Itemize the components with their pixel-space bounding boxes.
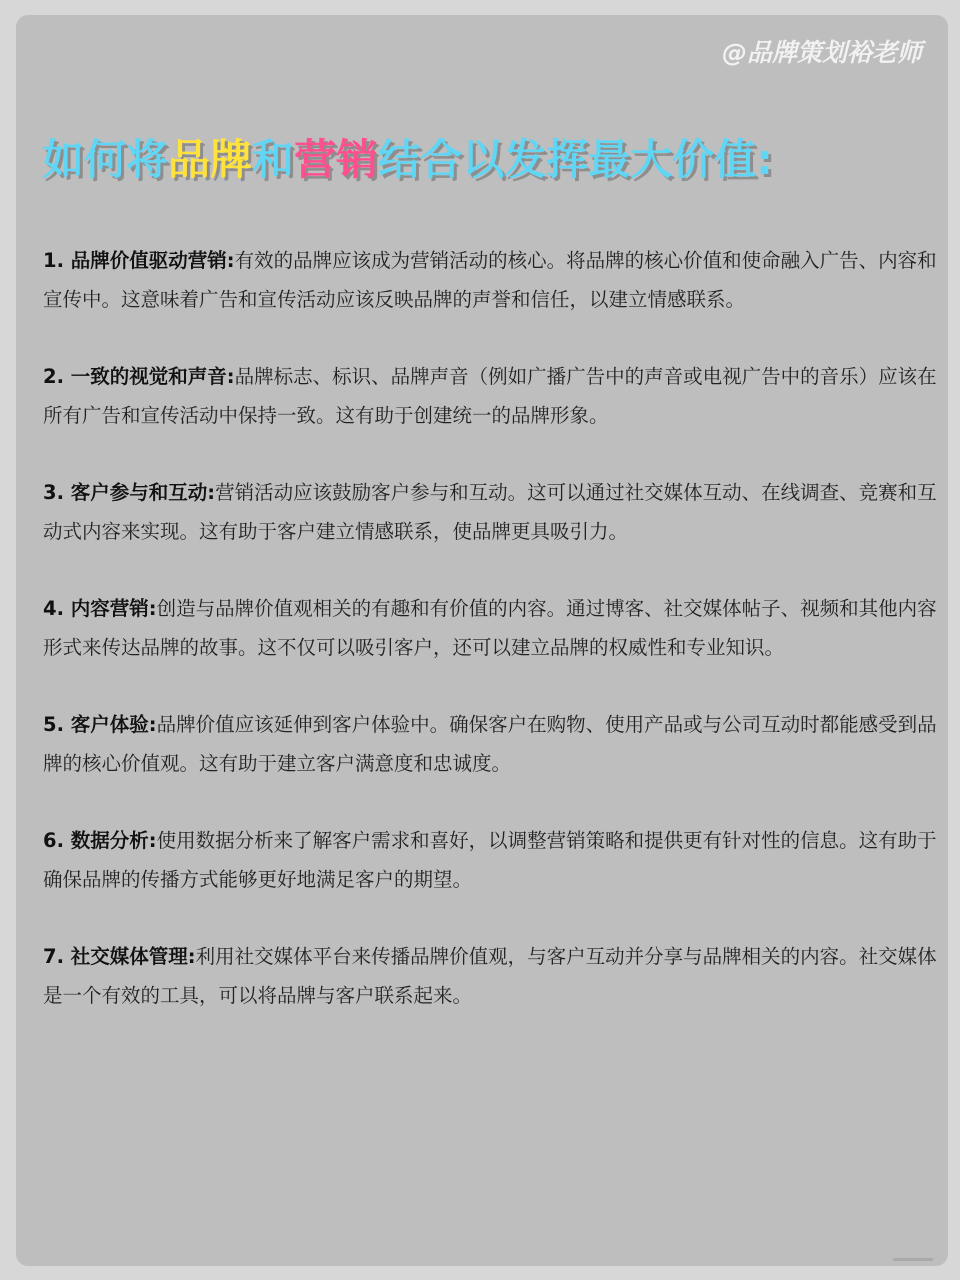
point-heading: 7. 社交媒体管理:: [43, 945, 196, 968]
point-body: 品牌价值应该延伸到客户体验中。确保客户在购物、使用产品或与公司互动时都能感受到品牌的核心价值观。这有助于建立客户满意度和忠诚度。: [43, 713, 937, 775]
point-body: 利用社交媒体平台来传播品牌价值观，与客户互动并分享与品牌相关的内容。社交媒体是一个有效的工具，可以将品牌与客户联系起来。: [43, 945, 937, 1007]
point-heading: 4. 内容营销:: [43, 597, 157, 620]
point-item-4: [43, 589, 938, 667]
point-item-5: [43, 705, 938, 783]
author-watermark: @品牌策划裕老师: [721, 38, 922, 67]
content-card: [16, 15, 948, 1266]
point-heading: 5. 客户体验:: [43, 713, 157, 736]
point-body: 品牌标志、标识、品牌声音（例如广播广告中的声音或电视广告中的音乐）应该在所有广告和宣传活动中保持一致。这有助于创建统一的品牌形象。: [43, 365, 937, 427]
point-heading: 2. 一致的视觉和声音:: [43, 365, 235, 388]
point-heading: 6. 数据分析:: [43, 829, 157, 852]
point-item-7: [43, 937, 938, 1015]
point-heading: 1. 品牌价值驱动营销:: [43, 249, 235, 272]
title-part-brand: 品牌: [168, 135, 253, 184]
home-indicator[interactable]: [893, 1258, 933, 1261]
point-body: 有效的品牌应该成为营销活动的核心。将品牌的核心价值和使命融入广告、内容和宣传中。这意味着广告和宣传活动应该反映品牌的声誉和信任，以建立情感联系。: [43, 249, 937, 311]
point-item-2: [43, 357, 938, 435]
title-part-1: 如何将: [42, 135, 169, 184]
point-body: 使用数据分析来了解客户需求和喜好，以调整营销策略和提供更有针对性的信息。这有助于确保品牌的传播方式能够更好地满足客户的期望。: [43, 829, 937, 891]
point-body: 营销活动应该鼓励客户参与和互动。这可以通过社交媒体互动、在线调查、竞赛和互动式内容来实现。这有助于客户建立情感联系，使品牌更具吸引力。: [43, 481, 937, 543]
points-list: [43, 241, 938, 1053]
title-part-marketing: 营销: [294, 135, 379, 184]
title-part-3: 和: [252, 135, 295, 184]
point-item-1: [43, 241, 938, 319]
point-body: 创造与品牌价值观相关的有趣和有价值的内容。通过博客、社交媒体帖子、视频和其他内容形式来传达品牌的故事。这不仅可以吸引客户，还可以建立品牌的权威性和专业知识。: [43, 597, 937, 659]
page-title: [42, 132, 773, 188]
point-item-6: [43, 821, 938, 899]
point-heading: 3. 客户参与和互动:: [43, 481, 216, 504]
point-item-3: [43, 473, 938, 551]
title-part-5: 结合以发挥最大价值:: [378, 135, 773, 184]
